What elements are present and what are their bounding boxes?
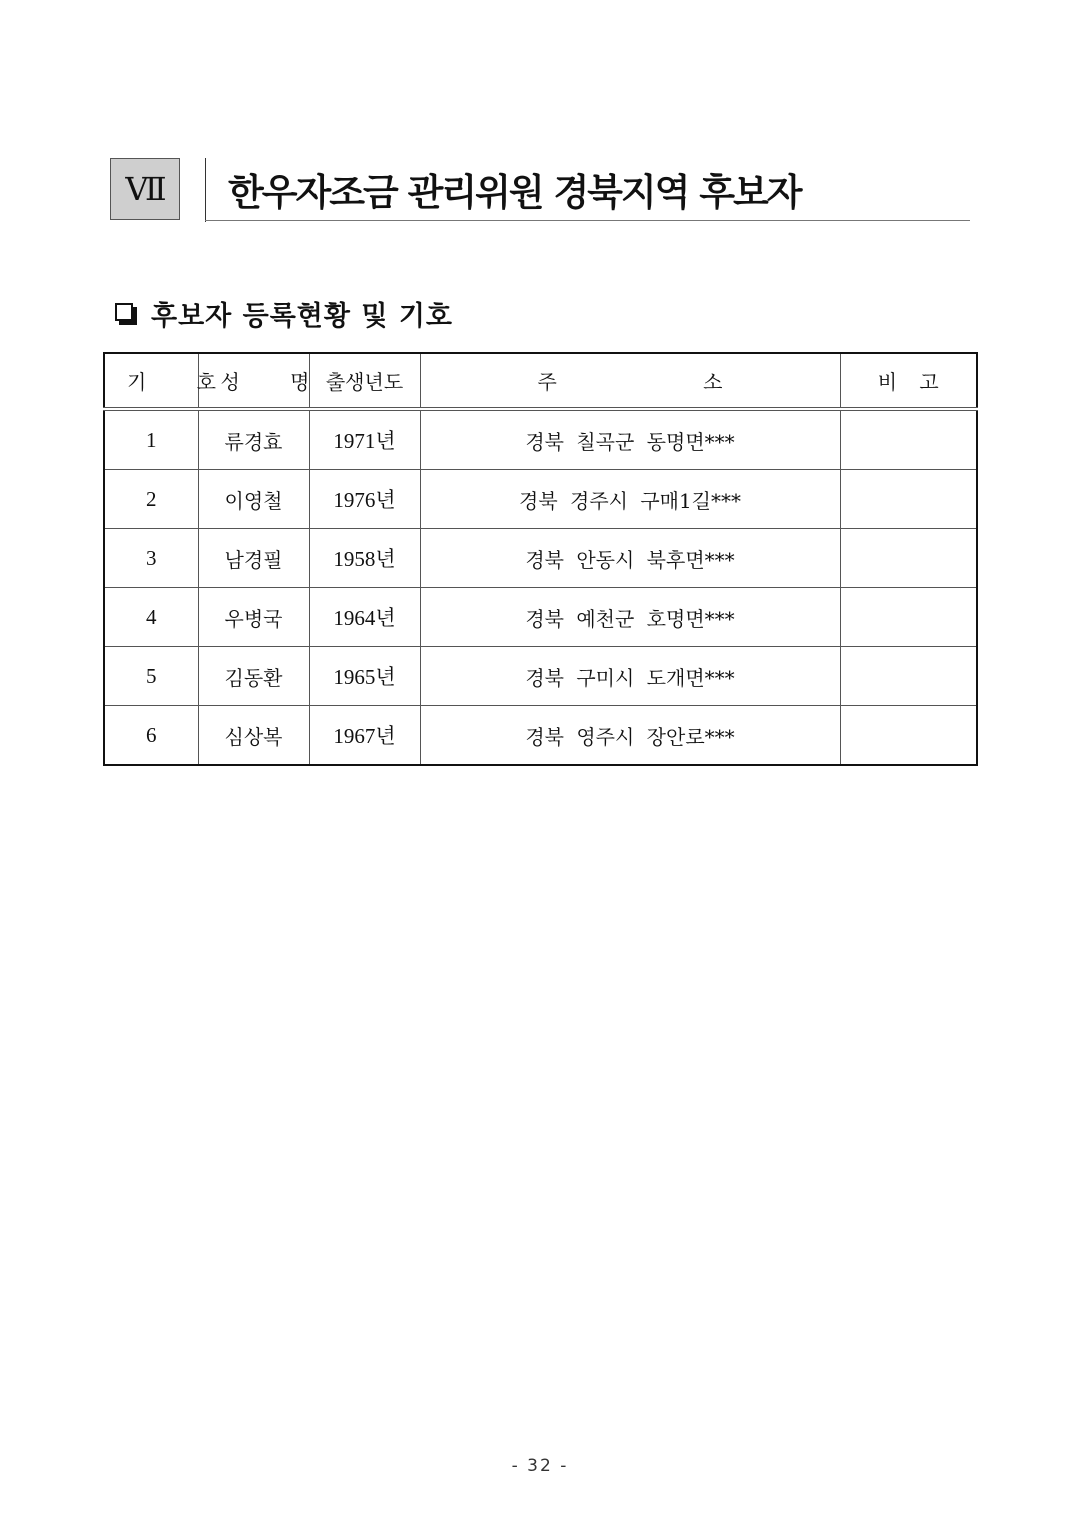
cell-birth-year: 1971년: [309, 409, 420, 470]
header-name: 성 명: [198, 353, 309, 409]
chapter-numeral: Ⅶ: [125, 171, 165, 207]
chapter-underline: [205, 220, 970, 221]
cell-symbol: 6: [104, 706, 198, 766]
chapter-number-box: [110, 158, 180, 220]
cell-symbol: 5: [104, 647, 198, 706]
cell-note: [840, 409, 977, 470]
cell-birth-year: 1967년: [309, 706, 420, 766]
cell-name: 우병국: [198, 588, 309, 647]
cell-address: 경북 경주시 구매1길***: [420, 470, 840, 529]
cell-birth-year: 1976년: [309, 470, 420, 529]
chapter-divider: [205, 158, 206, 222]
header-symbol: 기 호: [104, 353, 198, 409]
header-birth-year: 출생년도: [309, 353, 420, 409]
cell-symbol: 2: [104, 470, 198, 529]
cell-address: 경북 구미시 도개면***: [420, 647, 840, 706]
table-header-row: [104, 353, 977, 409]
cell-address: 경북 칠곡군 동명면***: [420, 409, 840, 470]
chapter-title: 한우자조금 관리위원 경북지역 후보자: [228, 170, 801, 214]
table-row: [104, 470, 977, 529]
cell-note: [840, 529, 977, 588]
cell-birth-year: 1965년: [309, 647, 420, 706]
cell-note: [840, 470, 977, 529]
cell-symbol: 4: [104, 588, 198, 647]
cell-birth-year: 1958년: [309, 529, 420, 588]
shadow-box-bullet-icon: [115, 303, 137, 325]
candidates-table: [103, 352, 978, 766]
cell-name: 김동환: [198, 647, 309, 706]
cell-address: 경북 영주시 장안로***: [420, 706, 840, 766]
header-note: 비 고: [840, 353, 977, 409]
cell-name: 심상복: [198, 706, 309, 766]
section-heading: [115, 294, 453, 333]
cell-name: 남경필: [198, 529, 309, 588]
section-heading-text: 후보자 등록현황 및 기호: [151, 301, 454, 332]
table-row: [104, 647, 977, 706]
cell-note: [840, 706, 977, 766]
cell-birth-year: 1964년: [309, 588, 420, 647]
cell-note: [840, 588, 977, 647]
table-row: [104, 409, 977, 470]
cell-name: 이영철: [198, 470, 309, 529]
cell-address: 경북 예천군 호명면***: [420, 588, 840, 647]
table-row: [104, 529, 977, 588]
table-row: [104, 588, 977, 647]
cell-name: 류경효: [198, 409, 309, 470]
cell-note: [840, 647, 977, 706]
page-number: - 32 -: [511, 1456, 569, 1476]
cell-symbol: 1: [104, 409, 198, 470]
cell-symbol: 3: [104, 529, 198, 588]
cell-address: 경북 안동시 북후면***: [420, 529, 840, 588]
header-address: 주 소: [420, 353, 840, 409]
table-row: [104, 706, 977, 766]
